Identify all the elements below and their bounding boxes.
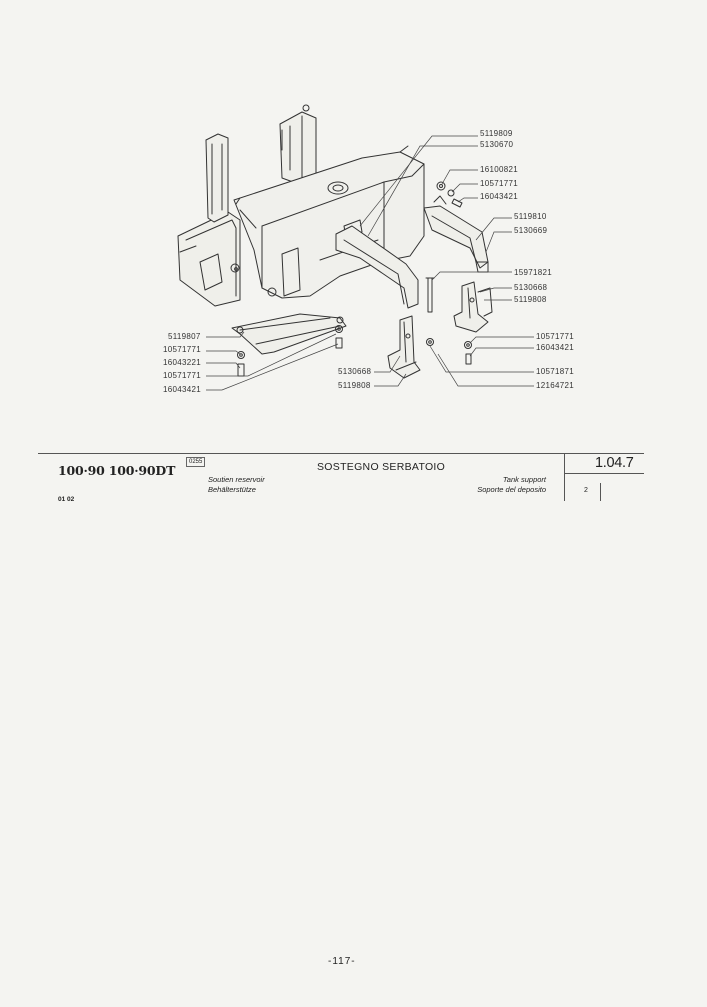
page-number: -117- <box>328 956 356 967</box>
part-number-label: 5130670 <box>480 140 514 149</box>
title-block-top-rule <box>38 453 644 454</box>
part-number-label: 5119810 <box>514 212 547 221</box>
part-number-label: 16100821 <box>480 165 518 174</box>
model-names: 100·90 100·90DT <box>58 463 176 478</box>
part-number-label: 5130668 <box>514 283 548 292</box>
part-number-label: 10571771 <box>163 345 201 354</box>
part-number-label: 5119808 <box>338 381 371 390</box>
part-number-label: 5119809 <box>480 129 513 138</box>
section-underline <box>564 473 644 474</box>
long-bolt <box>426 278 434 312</box>
sheet-divider <box>600 483 601 501</box>
part-number-label: 16043421 <box>163 385 201 394</box>
part-number-label: 10571771 <box>480 179 518 188</box>
rear-upright-brackets <box>280 105 316 186</box>
part-number-label: 12164721 <box>536 381 574 390</box>
left-bracket-plate <box>178 134 240 306</box>
part-number-label: 10571771 <box>536 332 574 341</box>
l-bracket-right <box>454 282 492 332</box>
title-block <box>38 453 644 501</box>
page-title: SOSTEGNO SERBATOIO <box>317 461 446 473</box>
part-number-label: 5119808 <box>514 295 547 304</box>
part-number-label: 15971821 <box>514 268 552 277</box>
title-block-divider <box>564 453 565 501</box>
part-number-label: 16043221 <box>163 358 201 367</box>
sheet-number: 2 <box>584 487 588 494</box>
title-french: Soutien reservoir <box>208 475 265 484</box>
part-number-label: 10571771 <box>163 371 201 380</box>
section-number: 1.04.7 <box>595 455 634 471</box>
model-series: 01 02 <box>58 496 75 503</box>
group-code: 0255 <box>186 457 205 467</box>
title-english: Tank support <box>502 475 546 484</box>
l-bracket-center <box>388 316 420 378</box>
part-number-label: 10571871 <box>536 367 574 376</box>
bottom-strap <box>232 314 346 354</box>
part-number-label: 5130669 <box>514 226 548 235</box>
title-spanish: Soporte del deposito <box>477 485 546 494</box>
part-number-label: 5130668 <box>338 367 372 376</box>
title-german: Behälterstütze <box>208 485 256 494</box>
part-number-label: 5119807 <box>168 332 201 341</box>
part-number-label: 16043421 <box>480 192 518 201</box>
part-number-label: 16043421 <box>536 343 574 352</box>
